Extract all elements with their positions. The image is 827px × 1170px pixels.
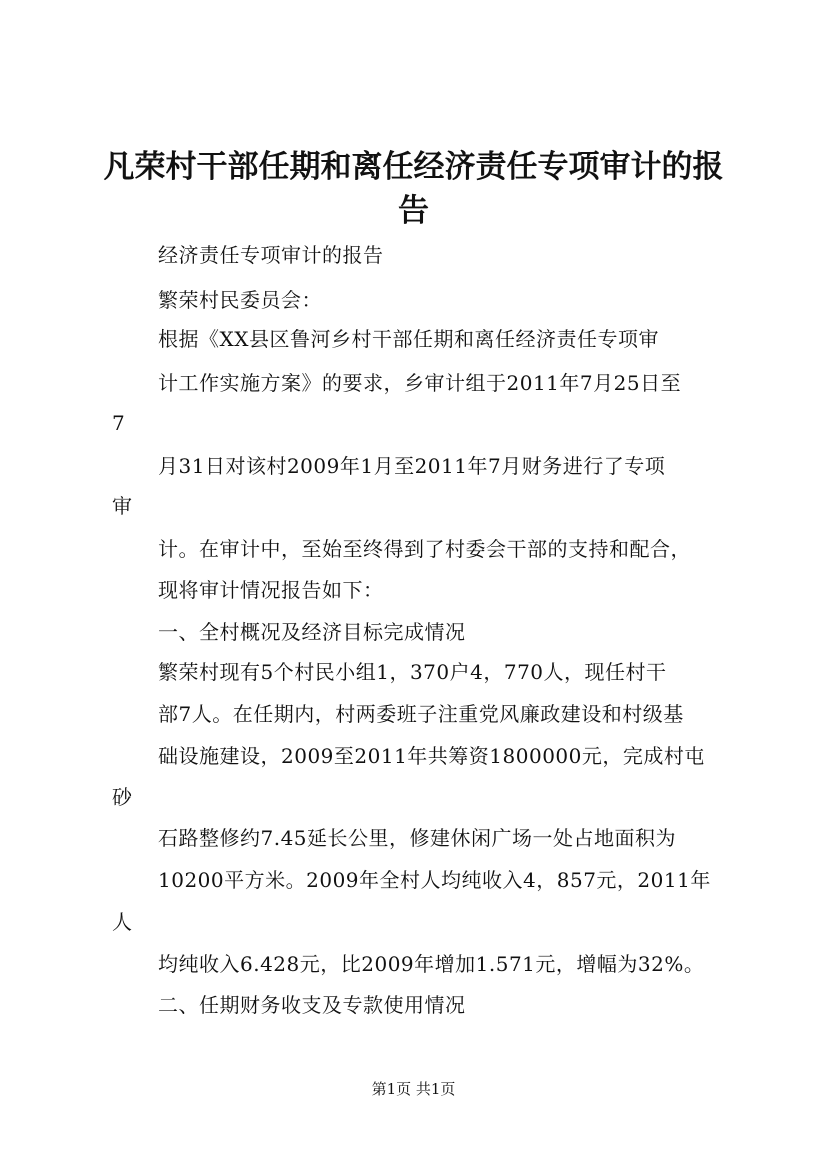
body-line-8: 计。在审计中，至始至终得到了村委会干部的支持和配合， [158, 537, 691, 561]
body-line-18: 均纯收入6.428元，比2009年增加1.571元，增幅为32%。 [158, 952, 705, 976]
body-line-5: 7 [112, 411, 126, 435]
body-line-2: 繁荣村民委员会： [158, 288, 322, 312]
body-line-14: 砂 [112, 785, 133, 809]
body-line-19: 二、任期财务收支及专款使用情况 [158, 993, 466, 1017]
body-line-7: 审 [112, 494, 133, 518]
body-line-6: 月31日对该村2009年1月至2011年7月财务进行了专项 [158, 454, 666, 478]
body-line-4: 计工作实施方案》的要求，乡审计组于2011年7月25日至 [158, 371, 682, 395]
page-number-footer: 第1页 共1页 [371, 1080, 456, 1098]
body-line-16: 10200平方米。2009年全村人均纯收入4，857元，2011年 [158, 868, 711, 892]
body-line-13: 础设施建设，2009至2011年共筹资1800000元，完成村屯 [158, 744, 705, 768]
body-line-1: 经济责任专项审计的报告 [158, 243, 384, 267]
body-line-12: 部7人。在任期内，村两委班子注重党风廉政建设和村级基 [158, 702, 684, 726]
body-line-11: 繁荣村现有5个村民小组1，370户4，770人，现任村干 [158, 660, 667, 684]
body-line-17: 人 [112, 910, 133, 934]
document-title-line-1: 凡荣村干部任期和离任经济责任专项审计的报 [103, 149, 724, 185]
document-title-line-2: 告 [398, 193, 429, 229]
body-line-9: 现将审计情况报告如下： [158, 578, 384, 602]
body-line-10: 一、全村概况及经济目标完成情况 [158, 620, 466, 644]
body-line-3: 根据《XX县区鲁河乡村干部任期和离任经济责任专项审 [158, 327, 659, 351]
body-line-15: 石路整修约7.45延长公里，修建休闲广场一处占地面积为 [158, 826, 677, 850]
